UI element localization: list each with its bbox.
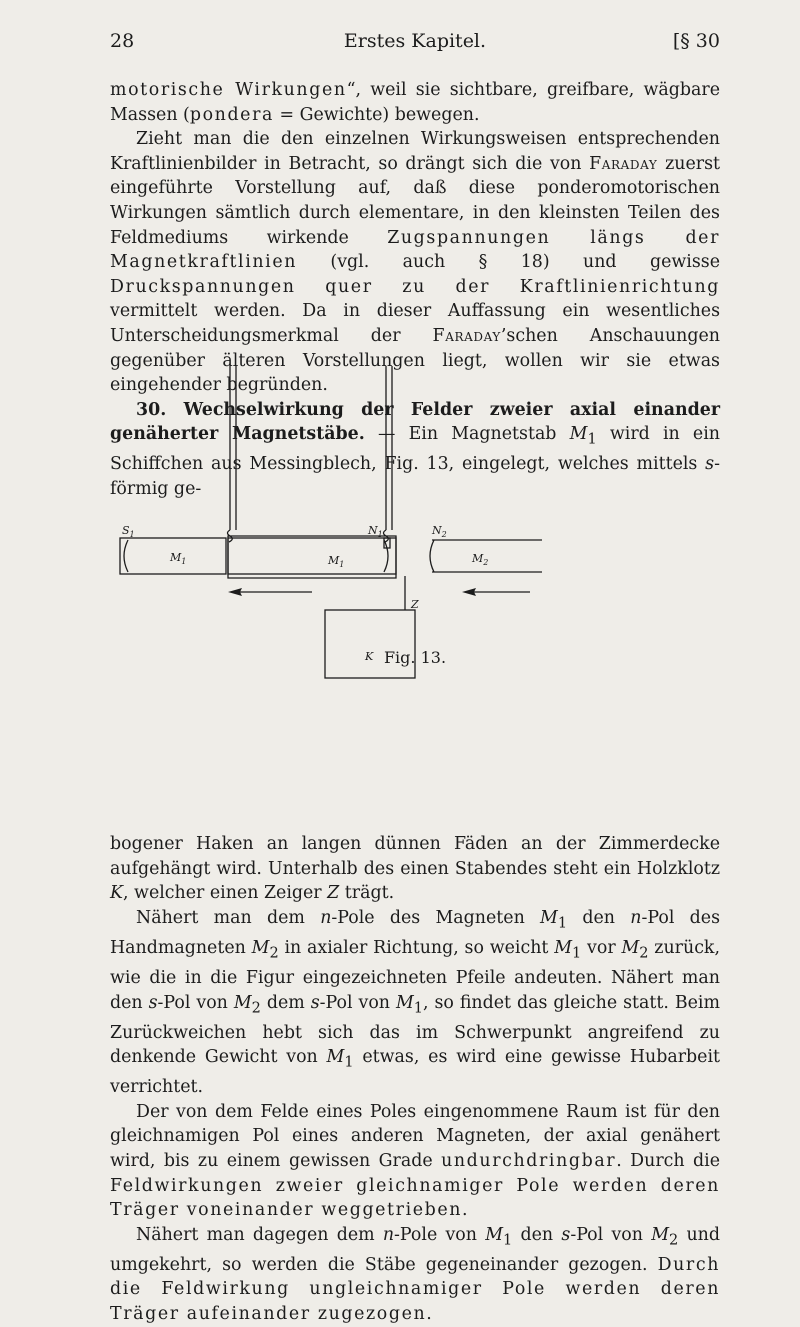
text-run: Der von dem Felde eines Poles eingenommene Raum ist für den gleichnamigen Pol eines anderen Magneten, der axial genähert wird, bis zu einem gewissen Grade [110,1101,720,1171]
section-heading: 30. Wechselwirkung der Felder zweier axial einander genäherter Magnetstäbe. [110,399,720,445]
subscript: 1 [572,945,582,962]
subscript: 2 [269,945,279,962]
symbol: M [233,992,252,1013]
symbol: M [569,424,588,445]
text-run: . Durch die [616,1151,721,1171]
symbol: n [630,907,642,928]
text-run: vermittelt werden. Da in dieser Auffassung ein wesentliches Unterscheidungsmerkmal der [110,301,720,346]
label-k: K [365,650,374,663]
symbol: M [395,992,414,1013]
spaced-term: Zugspannungen längs der Magnetkraftlinien [110,227,720,273]
paragraph-6 [110,1100,720,1223]
text-run: Nähert man dagegen dem [136,1224,383,1245]
text-run: , welcher einen Zeiger [123,883,328,904]
brass-boat [228,536,396,578]
text-run: ’schen Anschauungen gegenüber älteren Vorstellungen liegt, wollen wir sie etwas eingehender begründen. [110,325,720,396]
page-header [110,30,720,58]
subscript: 2 [669,1232,679,1249]
paragraph-7 [110,1223,720,1327]
text-run: bogener Haken an langen dünnen Fäden an der Zimmerdecke aufgehängt wird. Unterhalb des einen Stabendes steht ein Holzklotz [110,834,720,879]
label-subscript: 2 [441,530,447,539]
symbol: s [705,454,715,475]
spaced-term: motorische Wirkungen [110,80,347,100]
label-subscript: 1 [181,557,187,566]
paragraph-4 [110,832,720,906]
symbol: M [251,937,270,958]
label-text: M [472,552,484,565]
chapter-title: Erstes Kapitel. [343,30,487,52]
text-run: — Ein Magnetstab [364,424,570,445]
text-run: den [567,907,631,928]
arrow-right-head [462,588,476,596]
magnet-m2-end [430,540,434,572]
label-z: Z [411,598,419,611]
text-run: in axialer Richtung, so weicht [278,937,555,958]
text-run: -förmig ge- [110,454,720,499]
symbol: K [110,883,123,904]
page-number: 28 [110,30,135,52]
spaced-term: Feldwirkungen zweier gleichnamiger Pole werden deren Träger voneinander weggetrieben [110,1175,720,1221]
label-subscript: 2 [483,558,489,567]
spaced-term: Druckspannungen quer zu der Kraftlinienrichtung [110,276,720,297]
wooden-block-k [325,610,415,678]
text-run: -Pol von [570,1224,652,1245]
symbol: M [326,1047,345,1068]
subscript: 1 [587,431,597,448]
text-run: (vgl. auch § 18) und gewisse [297,252,720,273]
text-run: trägt. [339,883,395,904]
magnet-m1-end-left [124,540,128,572]
text-run: Nähert man dem [136,907,321,928]
text-run: dem [260,992,311,1013]
label-n2 [431,524,447,539]
text-run: -Pol von [157,992,234,1013]
symbol: n [320,907,332,928]
text-block-lower [110,832,720,1327]
symbol: s [310,992,320,1013]
symbol: M [621,937,640,958]
section-marker: [§ 30 [672,30,720,52]
symbol: s [148,992,158,1013]
label-m1-left [169,551,186,566]
label-text: N [368,524,378,537]
author-name: Faraday [589,153,658,174]
paragraph-5 [110,906,720,1100]
text-run: vor [581,937,622,958]
text-run: -Pol von [319,992,396,1013]
symbol: M [485,1224,504,1245]
symbol: s [561,1224,571,1245]
spaced-term: Durch die Feldwirkung ungleichnamiger Pole werden deren Träger aufeinander zugezogen [110,1254,720,1325]
label-text: M [170,551,182,564]
label-m1-mid [327,554,344,569]
subscript: 2 [251,999,261,1016]
text-run: -Pol des Handmagneten [110,907,721,958]
subscript: 1 [557,915,568,932]
label-subscript: 1 [377,530,383,539]
figure-caption: Fig. 13. [383,648,447,667]
symbol: n [382,1224,395,1245]
subscript: 1 [503,1232,513,1249]
text-run: und umgekehrt, so werden die Stäbe gegeneinander gezogen. [110,1224,721,1275]
label-subscript: 1 [339,560,345,569]
arrow-left-head [228,588,242,596]
text-run: Zieht man die den einzelnen Wirkungsweisen entsprechenden Kraftlinienbilder in Betracht, so drängt sich die von [110,129,720,174]
label-s1 [122,524,135,539]
label-subscript: 1 [129,530,135,539]
text-run: zurück, wie die in die Figur eingezeichneten Pfeile andeuten. Nähert man den [110,937,720,1013]
symbol: Z [327,883,340,904]
label-n1 [367,524,383,539]
paragraph-1 [110,78,720,127]
text-run: . [462,1200,468,1221]
label-text: M [328,554,340,567]
text-run: , so findet das gleiche statt. Beim Zurückweichen hebt sich das im Schwerpunkt angreifend zu denkende Gewicht von [110,992,720,1068]
text-run: wird in ein Schiffchen aus Messingblech, Fig. 13, eingelegt, welches mittels [110,424,720,475]
symbol: M [651,1224,669,1245]
text-run: “, weil sie sichtbare, greifbare, wägbare Massen ( [110,80,720,125]
spaced-term: undurchdringbar [441,1151,617,1171]
text-run: zuerst eingeführte Vorstellung auf, daß diese ponderomotorischen Wirkungen sämtlich durch elementare, in den kleinsten Teilen des Feldmediums wirkende [110,153,720,248]
text-run: den [512,1224,562,1245]
text-run: -Pole von [394,1224,486,1245]
subscript: 1 [344,1054,354,1071]
symbol: M [554,937,573,958]
label-m2 [471,552,488,567]
spaced-term: pondera [189,104,274,125]
text-run: etwas, es wird eine gewisse Hubarbeit verrichtet. [110,1047,721,1098]
subscript: 1 [413,999,423,1016]
subscript: 2 [639,945,649,962]
label-text: N [432,524,442,537]
text-run: . [426,1304,432,1325]
text-run: -Pole des Magneten [331,907,541,928]
magnet-m1-in-boat [228,538,396,574]
author-name: Faraday [432,325,501,346]
symbol: M [540,907,558,928]
label-text: S [122,524,130,537]
text-run: = Gewichte) bewegen. [273,104,480,125]
